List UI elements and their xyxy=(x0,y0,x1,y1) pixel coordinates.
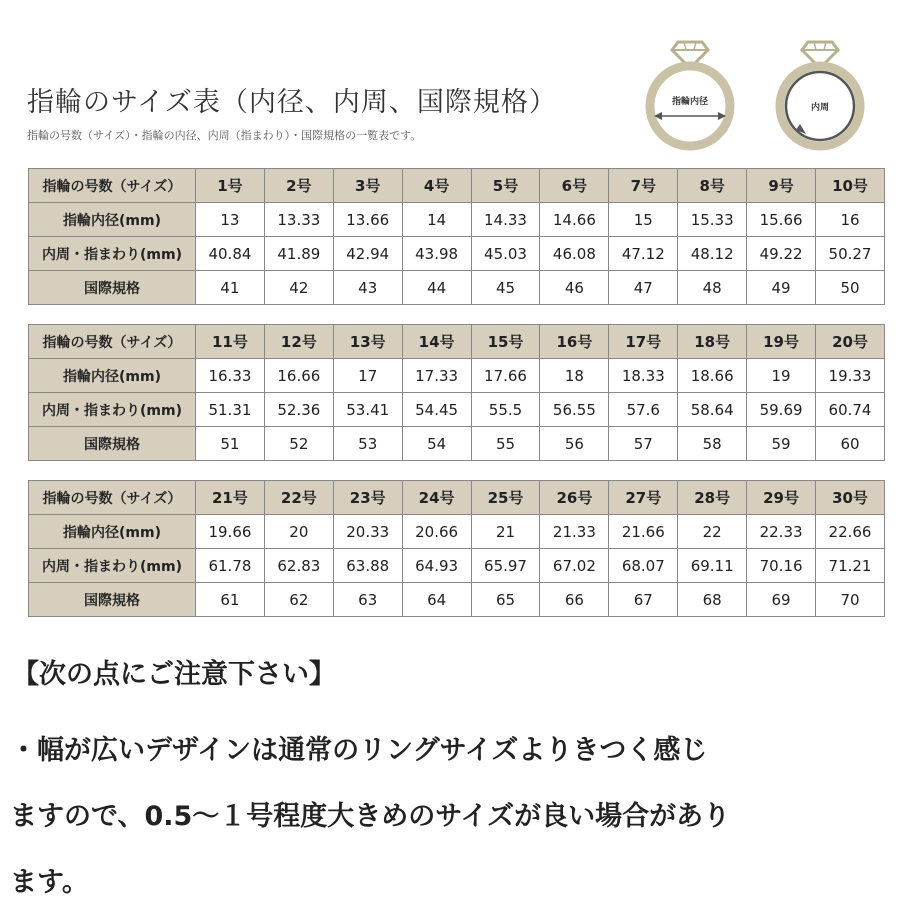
size-cell: 26号 xyxy=(540,481,609,515)
ring-circumference-illustration xyxy=(780,42,860,146)
size-cell: 4号 xyxy=(402,169,471,203)
circumference-cell: 59.69 xyxy=(747,393,816,427)
circumference-cell: 61.78 xyxy=(196,549,265,583)
diameter-cell: 13.66 xyxy=(333,203,402,237)
diameter-cell: 16.66 xyxy=(264,359,333,393)
diameter-cell: 14 xyxy=(402,203,471,237)
size-table-1 xyxy=(28,168,885,305)
international-cell: 67 xyxy=(609,583,678,617)
circumference-cell: 55.5 xyxy=(471,393,540,427)
size-cell: 22号 xyxy=(264,481,333,515)
international-cell: 58 xyxy=(678,427,747,461)
international-cell: 64 xyxy=(402,583,471,617)
row-label: 指輪内径(mm) xyxy=(29,359,196,393)
international-cell: 48 xyxy=(678,271,747,305)
circumference-cell: 69.11 xyxy=(678,549,747,583)
diameter-cell: 15.33 xyxy=(678,203,747,237)
diameter-cell: 17 xyxy=(333,359,402,393)
inner-diameter-label: 指輪内径 xyxy=(671,97,709,107)
international-cell: 68 xyxy=(678,583,747,617)
international-cell: 65 xyxy=(471,583,540,617)
circumference-cell: 40.84 xyxy=(196,237,265,271)
circumference-cell: 65.97 xyxy=(471,549,540,583)
row-label: 指輪の号数（サイズ） xyxy=(29,169,196,203)
inner-circumference-label: 内周 xyxy=(810,103,830,113)
circumference-cell: 67.02 xyxy=(540,549,609,583)
notice-body xyxy=(10,718,895,916)
circumference-cell: 51.31 xyxy=(196,393,265,427)
page-subtitle: 指輪の号数（サイズ）・指輪の内径、内周（指まわり）・国際規格の一覧表です。 xyxy=(27,129,422,142)
international-cell: 51 xyxy=(196,427,265,461)
international-cell: 54 xyxy=(402,427,471,461)
notice-line: ます。 xyxy=(10,867,89,898)
international-cell: 49 xyxy=(747,271,816,305)
circumference-cell: 54.45 xyxy=(402,393,471,427)
size-cell: 2号 xyxy=(264,169,333,203)
diameter-cell: 20 xyxy=(264,515,333,549)
notice-heading: 【次の点にご注意下さい】 xyxy=(12,659,336,690)
international-cell: 55 xyxy=(471,427,540,461)
size-cell: 24号 xyxy=(402,481,471,515)
circumference-cell: 58.64 xyxy=(678,393,747,427)
circumference-cell: 60.74 xyxy=(816,393,885,427)
circumference-cell: 71.21 xyxy=(816,549,885,583)
ring-diameter-illustration xyxy=(650,42,730,146)
diameter-cell: 20.66 xyxy=(402,515,471,549)
size-cell: 1号 xyxy=(196,169,265,203)
international-cell: 41 xyxy=(196,271,265,305)
international-cell: 50 xyxy=(816,271,885,305)
size-cell: 13号 xyxy=(333,325,402,359)
diameter-cell: 18 xyxy=(540,359,609,393)
circumference-cell: 52.36 xyxy=(264,393,333,427)
diameter-cell: 15.66 xyxy=(747,203,816,237)
size-cell: 15号 xyxy=(471,325,540,359)
international-cell: 63 xyxy=(333,583,402,617)
international-row xyxy=(29,271,885,305)
size-cell: 16号 xyxy=(540,325,609,359)
circumference-cell: 64.93 xyxy=(402,549,471,583)
international-cell: 66 xyxy=(540,583,609,617)
circumference-cell: 48.12 xyxy=(678,237,747,271)
international-cell: 61 xyxy=(196,583,265,617)
diameter-cell: 19.33 xyxy=(816,359,885,393)
diameter-cell: 19 xyxy=(747,359,816,393)
international-cell: 60 xyxy=(816,427,885,461)
size-cell: 11号 xyxy=(196,325,265,359)
circumference-cell: 57.6 xyxy=(609,393,678,427)
size-cell: 19号 xyxy=(747,325,816,359)
row-label: 指輪の号数（サイズ） xyxy=(29,481,196,515)
circumference-cell: 62.83 xyxy=(264,549,333,583)
international-cell: 56 xyxy=(540,427,609,461)
size-cell: 23号 xyxy=(333,481,402,515)
size-cell: 30号 xyxy=(816,481,885,515)
diameter-cell: 16.33 xyxy=(196,359,265,393)
diameter-cell: 18.33 xyxy=(609,359,678,393)
notice-line: ますので、0.5～１号程度大きめのサイズが良い場合があり xyxy=(10,801,731,832)
international-cell: 69 xyxy=(747,583,816,617)
size-cell: 21号 xyxy=(196,481,265,515)
circumference-cell: 47.12 xyxy=(609,237,678,271)
circumference-row xyxy=(29,549,885,583)
circumference-cell: 56.55 xyxy=(540,393,609,427)
size-cell: 3号 xyxy=(333,169,402,203)
size-cell: 25号 xyxy=(471,481,540,515)
size-cell: 29号 xyxy=(747,481,816,515)
row-label: 指輪内径(mm) xyxy=(29,515,196,549)
circumference-cell: 63.88 xyxy=(333,549,402,583)
size-cell: 12号 xyxy=(264,325,333,359)
size-cell: 28号 xyxy=(678,481,747,515)
size-cell: 17号 xyxy=(609,325,678,359)
diameter-cell: 21 xyxy=(471,515,540,549)
diameter-cell: 14.66 xyxy=(540,203,609,237)
notice-line: ・幅が広いデザインは通常のリングサイズよりきつく感じ xyxy=(10,735,708,766)
circumference-cell: 43.98 xyxy=(402,237,471,271)
size-cell: 7号 xyxy=(609,169,678,203)
diameter-cell: 22 xyxy=(678,515,747,549)
circumference-cell: 46.08 xyxy=(540,237,609,271)
diameter-cell: 18.66 xyxy=(678,359,747,393)
page-title: 指輪のサイズ表（内径、内周、国際規格） xyxy=(27,87,557,118)
circumference-cell: 49.22 xyxy=(747,237,816,271)
international-cell: 53 xyxy=(333,427,402,461)
row-label: 国際規格 xyxy=(29,583,196,617)
circumference-cell: 50.27 xyxy=(816,237,885,271)
size-cell: 5号 xyxy=(471,169,540,203)
international-cell: 52 xyxy=(264,427,333,461)
international-cell: 43 xyxy=(333,271,402,305)
diameter-cell: 14.33 xyxy=(471,203,540,237)
diameter-cell: 15 xyxy=(609,203,678,237)
circumference-cell: 41.89 xyxy=(264,237,333,271)
diameter-cell: 21.33 xyxy=(540,515,609,549)
row-label: 指輪の号数（サイズ） xyxy=(29,325,196,359)
size-table-2 xyxy=(28,324,885,461)
circumference-cell: 45.03 xyxy=(471,237,540,271)
diameter-cell: 21.66 xyxy=(609,515,678,549)
diameter-cell: 17.33 xyxy=(402,359,471,393)
international-cell: 57 xyxy=(609,427,678,461)
size-cell: 20号 xyxy=(816,325,885,359)
international-cell: 46 xyxy=(540,271,609,305)
diameter-cell: 22.66 xyxy=(816,515,885,549)
size-cell: 8号 xyxy=(678,169,747,203)
diameter-cell: 13 xyxy=(196,203,265,237)
row-label: 内周・指まわり(mm) xyxy=(29,393,196,427)
row-label: 国際規格 xyxy=(29,271,196,305)
diameter-cell: 20.33 xyxy=(333,515,402,549)
diameter-cell: 17.66 xyxy=(471,359,540,393)
size-table-3 xyxy=(28,480,885,617)
row-label: 内周・指まわり(mm) xyxy=(29,549,196,583)
circumference-cell: 68.07 xyxy=(609,549,678,583)
international-cell: 59 xyxy=(747,427,816,461)
size-row xyxy=(29,481,885,515)
size-cell: 18号 xyxy=(678,325,747,359)
diameter-cell: 13.33 xyxy=(264,203,333,237)
size-cell: 14号 xyxy=(402,325,471,359)
international-cell: 62 xyxy=(264,583,333,617)
diameter-cell: 16 xyxy=(816,203,885,237)
diameter-row xyxy=(29,203,885,237)
size-cell: 10号 xyxy=(816,169,885,203)
diameter-cell: 19.66 xyxy=(196,515,265,549)
circumference-cell: 53.41 xyxy=(333,393,402,427)
size-row xyxy=(29,169,885,203)
size-cell: 27号 xyxy=(609,481,678,515)
international-row xyxy=(29,427,885,461)
international-cell: 70 xyxy=(816,583,885,617)
international-cell: 45 xyxy=(471,271,540,305)
diameter-row xyxy=(29,515,885,549)
size-cell: 6号 xyxy=(540,169,609,203)
diameter-cell: 22.33 xyxy=(747,515,816,549)
row-label: 国際規格 xyxy=(29,427,196,461)
international-cell: 44 xyxy=(402,271,471,305)
international-cell: 42 xyxy=(264,271,333,305)
ring-diagram xyxy=(640,30,880,170)
international-cell: 47 xyxy=(609,271,678,305)
row-label: 指輪内径(mm) xyxy=(29,203,196,237)
size-row xyxy=(29,325,885,359)
circumference-cell: 42.94 xyxy=(333,237,402,271)
circumference-row xyxy=(29,237,885,271)
size-cell: 9号 xyxy=(747,169,816,203)
circumference-cell: 70.16 xyxy=(747,549,816,583)
row-label: 内周・指まわり(mm) xyxy=(29,237,196,271)
diameter-row xyxy=(29,359,885,393)
circumference-row xyxy=(29,393,885,427)
international-row xyxy=(29,583,885,617)
